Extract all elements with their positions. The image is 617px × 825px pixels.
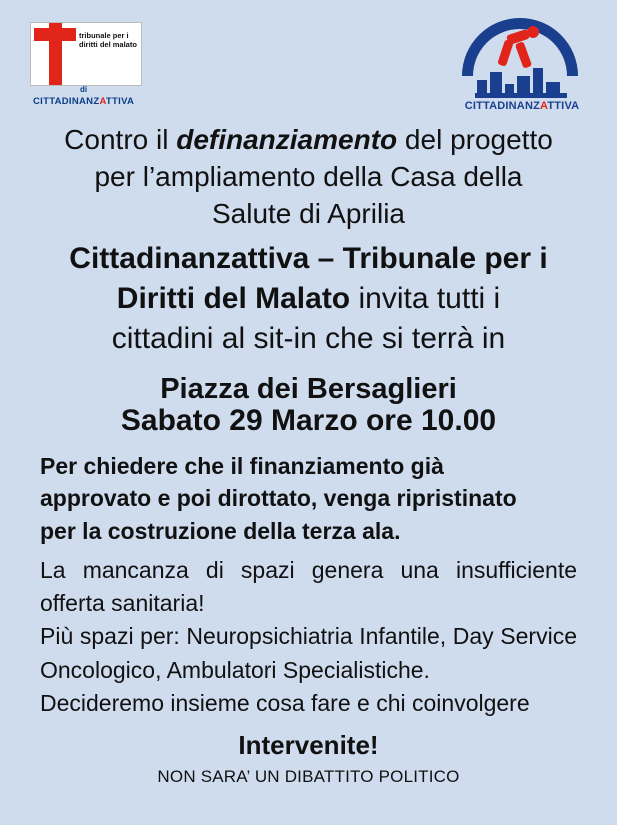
wordmark-post: TTIVA: [105, 96, 135, 107]
red-cross-horizontal: [34, 28, 76, 41]
tribunale-diritti-malato-logo: [30, 22, 148, 120]
logo-left-line2: diritti del malato: [79, 40, 137, 50]
logo-left-line1: tribunale per i: [79, 31, 129, 40]
headline-line-2: [14, 279, 603, 319]
intro-emphasis: definanziamento: [176, 124, 398, 155]
demand-paragraph: [14, 450, 603, 548]
intro-line-2: per l’ampliamento della Casa della: [94, 160, 523, 192]
event-date: Sabato 29 Marzo ore 10.00: [120, 403, 497, 437]
details-line-1: La mancanza di spazi genera una insufficiente offerta sanitaria!: [40, 556, 577, 616]
details-line-3: Decideremo insieme cosa fare e chi coinvolgere: [40, 689, 530, 716]
wordmark-pre: CITTADINANZ: [464, 100, 541, 112]
logo-left-text: [79, 31, 139, 50]
demand-line-2: approvato e poi dirottato, venga ripristinato: [40, 485, 517, 512]
headline-paragraph: [14, 239, 603, 359]
demand-line-3: per la costruzione della terza ala.: [40, 517, 401, 544]
headline-line-2-rest: invita tutti i: [350, 281, 501, 315]
details-line-2: Più spazi per: Neuropsichiatria Infantile, Day Service Oncologico, Ambulatori Specialistiche.: [40, 623, 577, 683]
wordmark-accent: A: [540, 100, 548, 112]
wordmark-post: TTIVA: [547, 100, 580, 112]
skyline-graphic: [475, 60, 567, 98]
intro-line-1-pre: Contro il: [64, 124, 177, 155]
logo-right-wordmark: [457, 100, 587, 112]
wordmark-pre: CITTADINANZ: [33, 96, 100, 107]
logo-left-di: di: [80, 85, 88, 94]
headline-line-1: Cittadinanzattiva – Tribunale per i: [69, 241, 548, 275]
headline-line-2-bold: Diritti del Malato: [116, 281, 351, 315]
event-place: Piazza dei Bersaglieri: [160, 372, 457, 405]
call-to-action: Intervenite!: [238, 730, 379, 761]
intro-line-1: [14, 122, 603, 159]
headline-line-3: cittadini al sit-in che si terrà in: [111, 321, 506, 355]
footer-note: NON SARA’ UN DIBATTITO POLITICO: [157, 767, 460, 787]
logo-cross-graphic: [30, 22, 142, 86]
demand-line-1: Per chiedere che il finanziamento già: [40, 452, 444, 479]
poster-body: [0, 122, 617, 787]
cittadinanzattiva-logo: [457, 16, 587, 120]
intro-line-1-post: del progetto: [397, 124, 553, 155]
logo-left-wordmark: [33, 96, 134, 107]
logo-row: [0, 0, 617, 120]
white-strip: [79, 53, 141, 73]
intro-paragraph: [14, 122, 603, 233]
skyline-base: [475, 93, 567, 98]
wordmark-accent: A: [99, 96, 106, 107]
details-paragraph: [14, 554, 603, 721]
intro-line-3: Salute di Aprilia: [211, 197, 405, 229]
